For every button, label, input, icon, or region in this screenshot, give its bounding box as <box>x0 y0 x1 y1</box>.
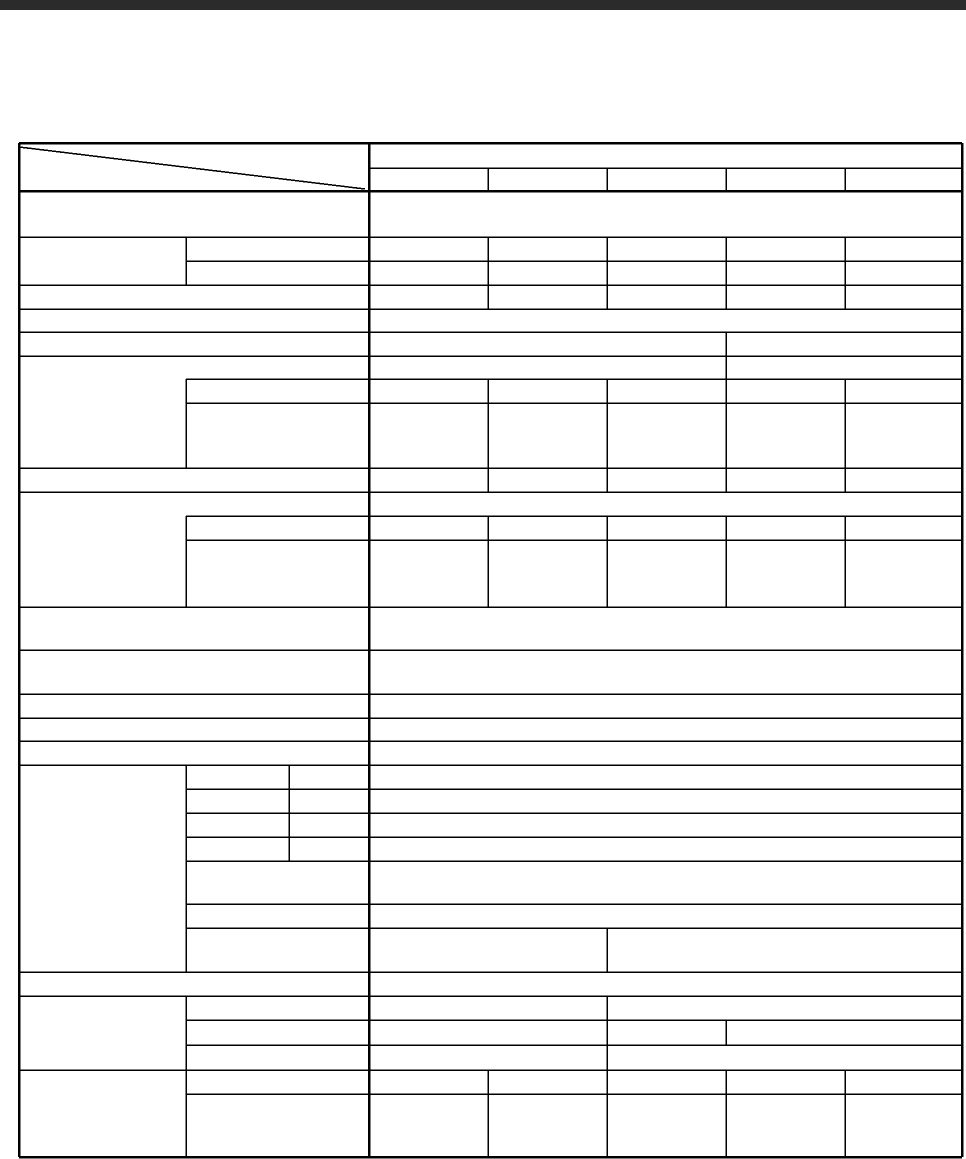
table-rule <box>19 147 365 189</box>
